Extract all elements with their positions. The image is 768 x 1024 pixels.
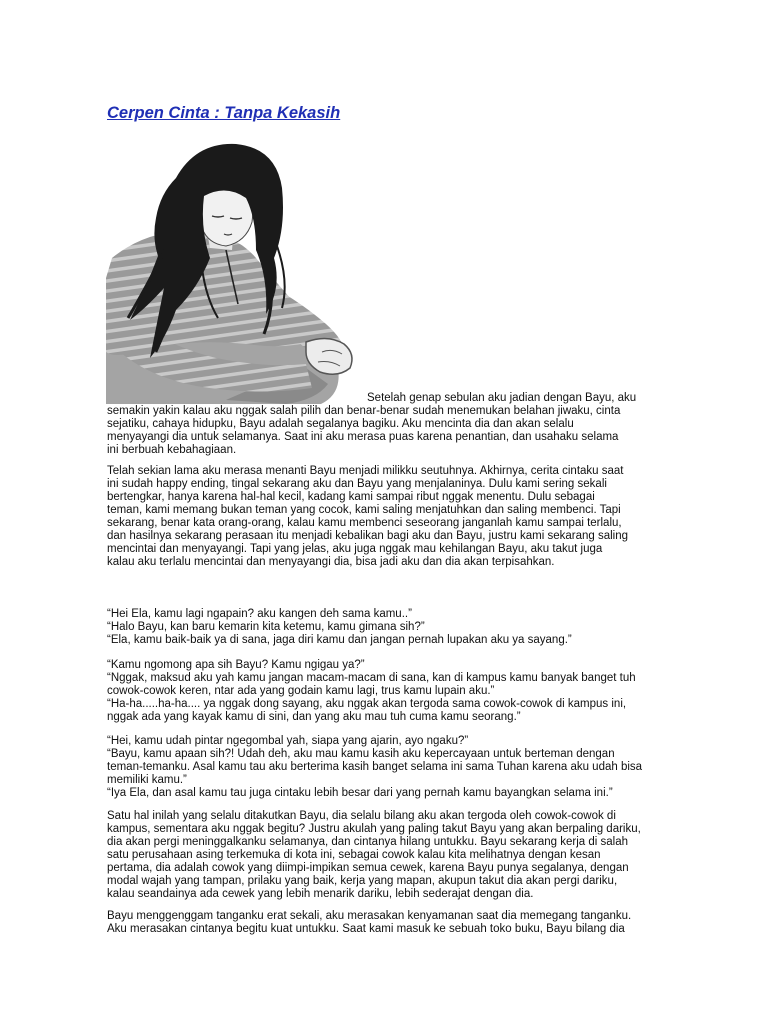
text-line: pertama, dia adalah cowok yang diimpi-impikan semua cewek, karena Bayu punya segalanya, dengan — [107, 862, 629, 874]
text-line: dia akan pergi meninggalkanku selamanya, dan cintanya hilang untukku. Bayu sekarang kerja di salah — [107, 836, 629, 848]
text-line: bertengkar, hanya karena hal-hal kecil, kadang kami sampai ribut nggak menentu. Dulu sebagai — [107, 491, 595, 503]
text-line: “Ela, kamu baik-baik ya di sana, jaga diri kamu dan jangan pernah lupakan aku ya sayang.” — [107, 634, 572, 646]
text-line: “Kamu ngomong apa sih Bayu? Kamu ngigau ya?” — [107, 659, 365, 671]
text-line: sekarang, benar kata orang-orang, kalau kamu membenci seseorang janganlah kamu sampai terlalu, — [107, 517, 622, 529]
paragraph-2 — [107, 465, 677, 569]
text-line: cowok-cowok keren, ntar ada yang godain kamu lagi, trus kamu lupain aku.” — [107, 685, 495, 697]
text-line: mencintai dan menyayangi. Tapi yang jelas, aku juga nggak mau kehilangan Bayu, aku takut juga — [107, 543, 603, 555]
sad-girl-illustration — [106, 138, 368, 404]
text-line: memiliki kamu.” — [107, 774, 187, 786]
text-line: kampus, sementara aku nggak begitu? Justru akulah yang paling takut Bayu yang akan berpaling dariku, — [107, 823, 641, 835]
text-line: “Iya Ela, dan asal kamu tau juga cintaku lebih besar dari yang pernah kamu bayangkan selama ini.” — [107, 787, 613, 799]
text-line: teman-temanku. Asal kamu tau aku berterima kasih banget selama ini sama Tuhan karena aku udah bisa — [107, 761, 643, 773]
story-title[interactable]: Cerpen Cinta : Tanpa Kekasih — [107, 104, 341, 122]
text-line: “Hei Ela, kamu lagi ngapain? aku kangen deh sama kamu..” — [107, 608, 412, 620]
paragraph-4 — [107, 659, 677, 724]
paragraph-3 — [107, 608, 677, 647]
text-line: Satu hal inilah yang selalu ditakutkan Bayu, dia selalu bilang aku akan tergoda oleh cowok-cowok di — [107, 810, 616, 822]
text-line: teman, kami memang bukan teman yang cocok, kami saling menjatuhkan dan saling membenci. Tapi — [107, 504, 621, 516]
text-line: nggak ada yang kayak kamu di sini, dan yang aku mau tuh cuma kamu seorang.” — [107, 711, 521, 723]
text-line: kalau seandainya ada cewek yang lebih menarik dariku, lebih sederajat dengan dia. — [107, 888, 534, 900]
text-line: kalau aku terlalu mencintai dan menyayangi dia, bisa jadi aku dan dia akan terpisahkan. — [107, 556, 555, 568]
paragraph-5 — [107, 735, 677, 800]
text-line: “Halo Bayu, kan baru kemarin kita ketemu, kamu gimana sih?” — [107, 621, 425, 633]
text-line: Bayu menggenggam tanganku erat sekali, aku merasakan kenyamanan saat dia memegang tanganku. — [107, 910, 632, 922]
text-line: sejatiku, cahaya hidupku, Bayu adalah segalanya bagiku. Aku mencinta dia dan akan selalu — [107, 418, 574, 430]
text-line: ini sudah happy ending, tingal sekarang aku dan Bayu yang menjalaninya. Dulu kami sering sekali — [107, 478, 607, 490]
text-line: dan hasilnya sekarang perasaan itu menjadi kebalikan bagi aku dan Bayu, justru kami sekarang saling — [107, 530, 629, 542]
text-line: “Ha-ha.....ha-ha.... ya nggak dong sayang, aku nggak akan tergoda sama cowok-cowok di kampus ini, — [107, 698, 627, 710]
text-line: ini berbuah kebahagiaan. — [107, 444, 237, 456]
text-line: semakin yakin kalau aku nggak salah pilih dan benar-benar sudah menemukan belahan jiwaku, cinta — [107, 405, 621, 417]
text-line: Aku merasakan cintanya begitu kuat untukku. Saat kami masuk ke sebuah toko buku, Bayu bilang dia — [107, 923, 625, 935]
text-line: “Bayu, kamu apaan sih?! Udah deh, aku mau kamu kasih aku kepercayaan untuk berteman dengan — [107, 748, 615, 760]
text-line: menyayangi dia untuk selamanya. Saat ini aku merasa puas karena penantian, dan usahaku selama — [107, 431, 619, 443]
text-line: satu perusahaan asing terkemuka di kota ini, sebagai cowok kalau kita melihatnya dengan kesan — [107, 849, 601, 861]
paragraph-6 — [107, 810, 677, 901]
paragraph-7 — [107, 910, 677, 936]
paragraph-1 — [107, 392, 677, 457]
text-line: Setelah genap sebulan aku jadian dengan Bayu, aku — [367, 392, 637, 404]
text-line: modal wajah yang tampan, prilaku yang baik, kerja yang mapan, akupun takut dia akan pergi dariku, — [107, 875, 618, 887]
text-line: Telah sekian lama aku merasa menanti Bayu menjadi milikku seutuhnya. Akhirnya, cerita cintaku saat — [107, 465, 624, 477]
text-line: “Nggak, maksud aku yah kamu jangan macam-macam di sana, kan di kampus kamu banyak banget tuh — [107, 672, 636, 684]
text-line: “Hei, kamu udah pintar ngegombal yah, siapa yang ajarin, ayo ngaku?” — [107, 735, 469, 747]
